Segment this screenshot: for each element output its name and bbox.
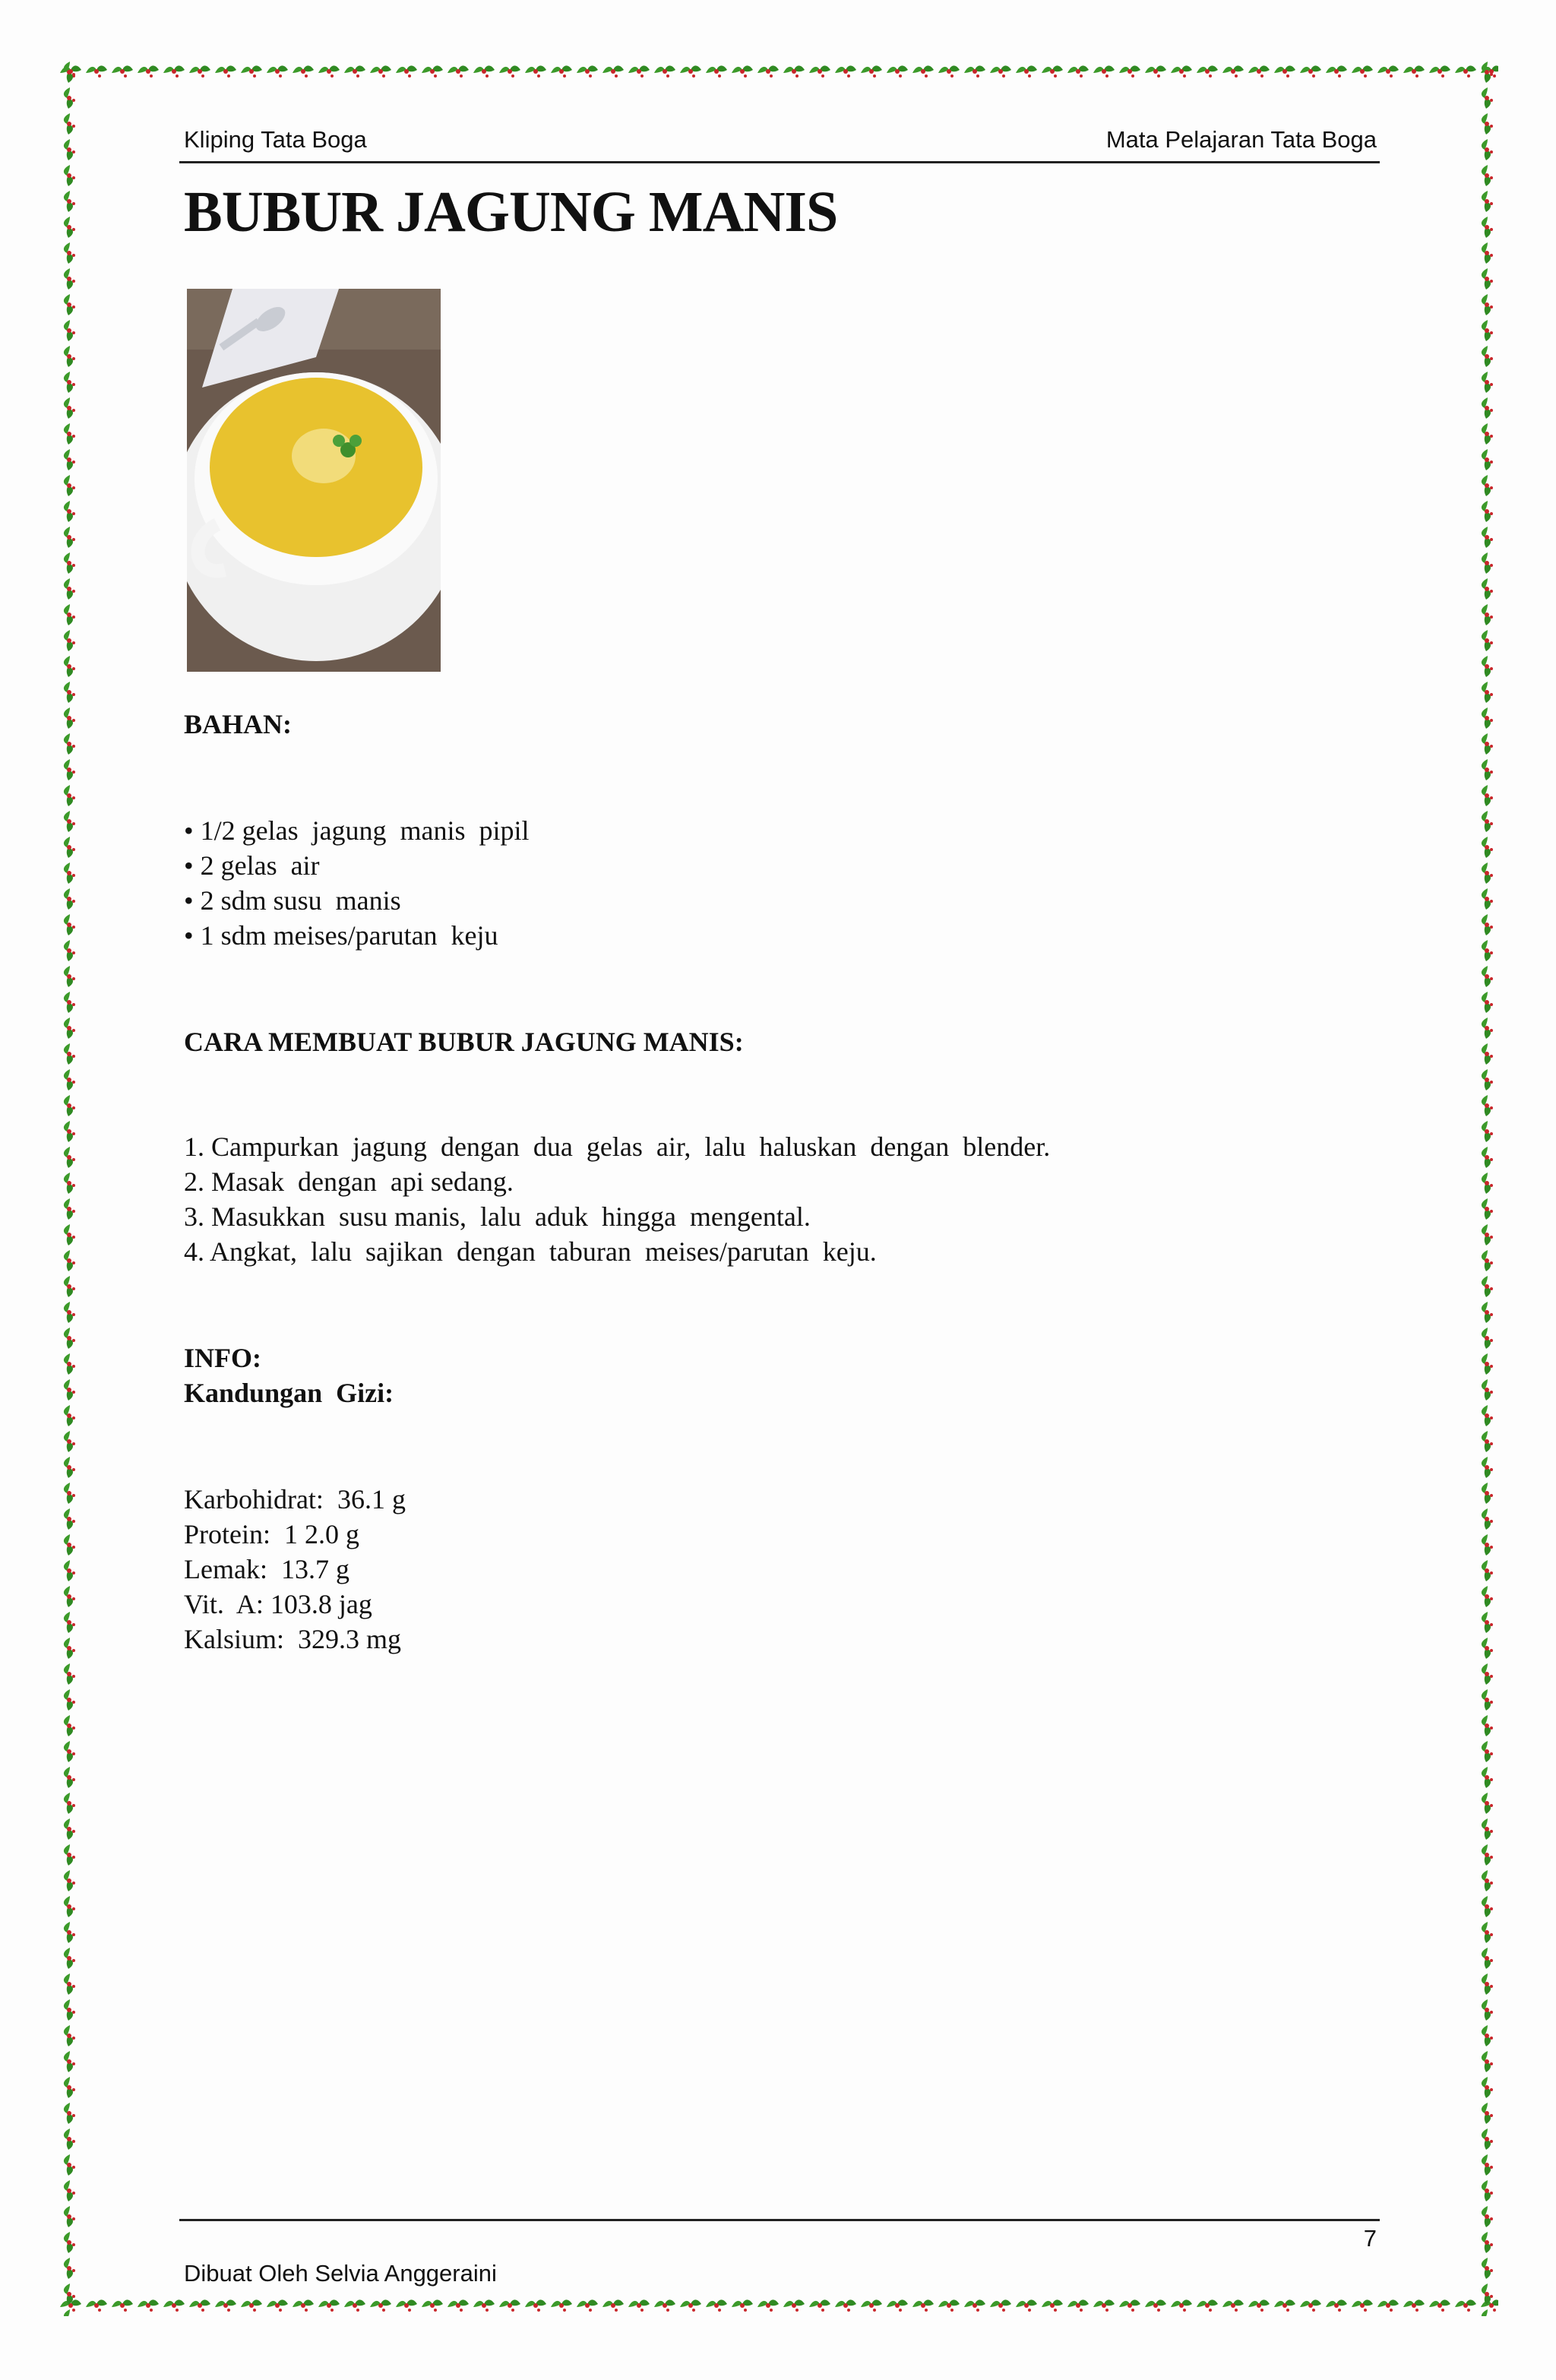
gizi-item: Kalsium: 329.3 mg: [184, 1624, 401, 1654]
corn-porridge-photo: [187, 289, 441, 672]
header-right-text: Mata Pelajaran Tata Boga: [1105, 126, 1377, 153]
holly-border-left: [58, 59, 81, 2316]
cara-heading: CARA MEMBUAT BUBUR JAGUNG MANIS:: [184, 1027, 744, 1057]
cara-step: 3. Masukkan susu manis, lalu aduk hingga mengental.: [184, 1201, 811, 1232]
info-heading: INFO:: [184, 1343, 261, 1373]
bahan-item: • 2 gelas air: [184, 850, 320, 881]
footer-author: Dibuat Oleh Selvia Anggeraini: [184, 2260, 497, 2287]
header-left-text: Kliping Tata Boga: [184, 126, 367, 153]
gizi-item: Karbohidrat: 36.1 g: [184, 1484, 406, 1514]
bahan-item: • 2 sdm susu manis: [184, 885, 401, 916]
bahan-item: • 1 sdm meises/parutan keju: [184, 920, 498, 951]
holly-border-top: [58, 59, 1498, 82]
gizi-item: Protein: 1 2.0 g: [184, 1519, 359, 1549]
header-divider: [179, 161, 1380, 163]
gizi-item: Lemak: 13.7 g: [184, 1554, 349, 1584]
holly-border-right: [1475, 59, 1498, 2316]
bahan-list: [184, 813, 530, 953]
cara-step: 1. Campurkan jagung dengan dua gelas air, lalu haluskan dengan blender.: [184, 1131, 1051, 1162]
bahan-heading: BAHAN:: [184, 709, 292, 739]
holly-border-bottom: [58, 2293, 1498, 2316]
cara-step: 2. Masak dengan api sedang.: [184, 1166, 514, 1197]
cara-step: 4. Angkat, lalu sajikan dengan taburan meises/parutan keju.: [184, 1236, 877, 1267]
cara-steps: [184, 1129, 1050, 1269]
gizi-list: [184, 1482, 406, 1657]
page-title: BUBUR JAGUNG MANIS: [184, 180, 838, 244]
gizi-heading: Kandungan Gizi:: [184, 1378, 394, 1408]
page-number: 7: [1363, 2225, 1377, 2252]
gizi-item: Vit. A: 103.8 jag: [184, 1589, 372, 1619]
info-block: [184, 1340, 394, 1410]
bahan-item: • 1/2 gelas jagung manis pipil: [184, 815, 530, 846]
footer-divider: [179, 2219, 1380, 2221]
